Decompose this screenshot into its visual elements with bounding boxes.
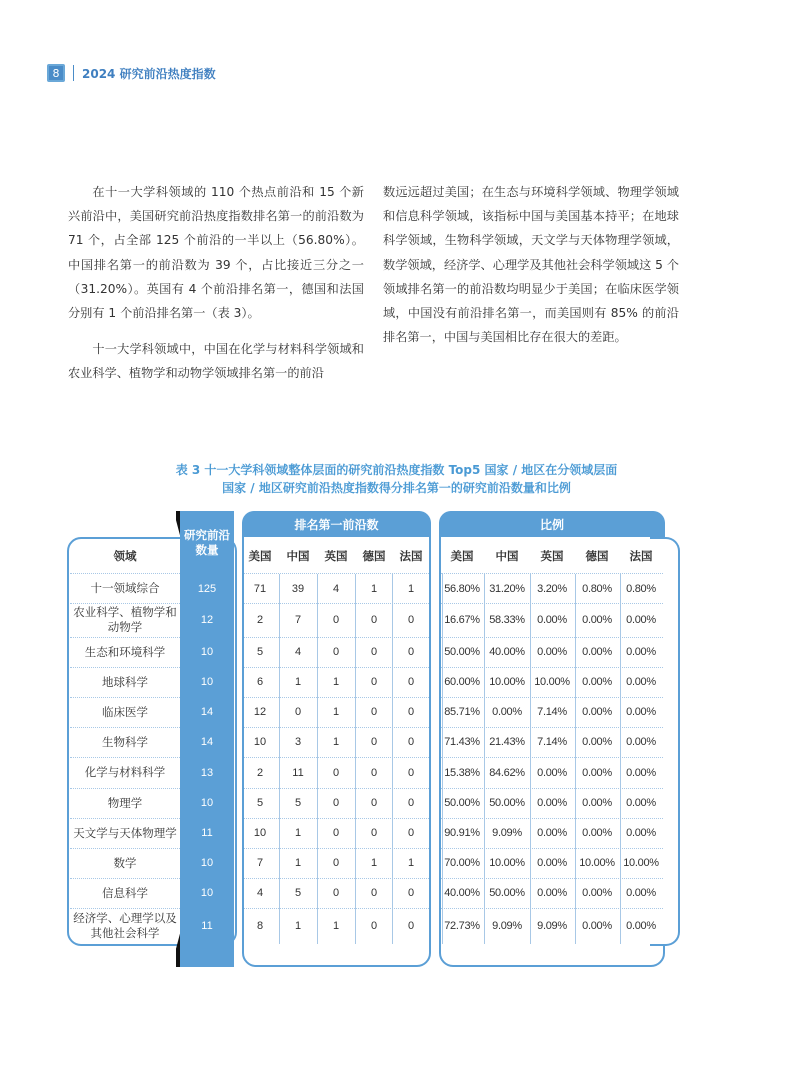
column-divider — [484, 574, 485, 944]
count-cell: 0 — [370, 827, 378, 839]
pct-cell: 10.00% — [489, 676, 525, 688]
column-divider — [355, 574, 356, 944]
pct-cell: 0.00% — [537, 766, 567, 779]
pct-header-band: 比例 — [439, 511, 665, 537]
pct-cell: 56.80% — [444, 582, 480, 595]
column-header-country: 中国 — [286, 549, 310, 563]
column-header-country: 英国 — [324, 549, 348, 563]
pct-cell: 0.00% — [492, 706, 522, 718]
count-cell: 12 — [253, 706, 267, 718]
column-header-country: 英国 — [540, 549, 564, 563]
count-cell: 4 — [256, 887, 264, 899]
pct-cell: 15.38% — [444, 766, 480, 779]
count-cell: 1 — [407, 582, 415, 595]
pct-cell: 50.00% — [489, 797, 525, 809]
column-header-country: 法国 — [629, 549, 653, 563]
column-header-country: 德国 — [585, 549, 609, 563]
pct-cell: 90.91% — [444, 827, 480, 839]
count-cell: 1 — [294, 676, 302, 688]
pct-cell: 31.20% — [489, 582, 525, 595]
row-total-value: 11 — [201, 827, 213, 839]
pct-cell: 0.00% — [626, 706, 656, 718]
running-title: 2024 研究前沿热度指数 — [82, 66, 216, 81]
pct-cell: 9.09% — [492, 827, 522, 839]
count-cell: 0 — [370, 706, 378, 718]
column-header-country: 美国 — [450, 549, 474, 563]
column-divider — [530, 574, 531, 944]
caption-line: 表 3 十一大学科领域整体层面的研究前沿热度指数 Top5 国家 / 地区在分领域层面 — [175, 463, 618, 477]
count-cell: 0 — [370, 920, 378, 932]
count-cell: 0 — [332, 646, 340, 658]
pct-cell: 0.00% — [626, 614, 656, 626]
row-total-value: 14 — [200, 736, 214, 748]
body-column-right — [383, 180, 679, 349]
pct-cell: 0.00% — [626, 887, 656, 899]
pct-cell: 9.09% — [537, 920, 567, 932]
table-caption — [0, 461, 793, 497]
pct-cell: 0.00% — [582, 676, 612, 688]
count-cell: 1 — [294, 920, 302, 932]
pct-cell: 0.00% — [626, 766, 656, 779]
count-cell: 0 — [370, 797, 378, 809]
count-cell: 0 — [370, 766, 378, 779]
count-cell: 2 — [256, 766, 264, 779]
row-total-value: 14 — [200, 706, 214, 718]
pct-cell: 10.00% — [534, 676, 570, 688]
count-cell: 0 — [332, 857, 340, 869]
row-field-label: 经济学、心理学以及其他社会科学 — [73, 911, 177, 940]
count-cell: 0 — [370, 736, 378, 748]
column-divider — [620, 574, 621, 944]
count-cell: 0 — [407, 797, 415, 809]
pct-cell: 58.33% — [489, 614, 525, 626]
count-cell: 1 — [407, 857, 415, 869]
count-cell: 1 — [332, 706, 340, 718]
count-cell: 1 — [370, 857, 378, 869]
count-cell: 0 — [370, 646, 378, 658]
row-field-label: 生态和环境科学 — [84, 644, 166, 659]
count-cell: 0 — [332, 887, 340, 899]
pct-cell: 0.00% — [537, 646, 567, 658]
count-cell: 0 — [407, 766, 415, 779]
pct-cell: 0.00% — [626, 736, 656, 748]
column-divider — [317, 574, 318, 944]
count-cell: 6 — [256, 676, 264, 688]
pct-cell: 50.00% — [489, 887, 525, 899]
column-header-country: 德国 — [362, 549, 386, 563]
column-divider — [392, 574, 393, 944]
pct-cell: 0.80% — [582, 582, 612, 595]
column-header-country: 美国 — [248, 549, 272, 563]
pct-cell: 0.00% — [626, 646, 656, 658]
pct-cell: 0.00% — [582, 706, 612, 718]
row-total-value: 10 — [200, 676, 214, 688]
count-cell: 0 — [407, 736, 415, 748]
row-field-label: 信息科学 — [102, 885, 148, 900]
count-cell: 10 — [253, 827, 267, 839]
count-cell: 71 — [253, 582, 267, 595]
pct-cell: 40.00% — [444, 887, 480, 899]
count-cell: 0 — [332, 827, 340, 839]
row-field-label: 十一领域综合 — [90, 581, 160, 595]
pct-cell: 84.62% — [489, 766, 525, 779]
row-field-label: 农业科学、植物学和动物学 — [73, 605, 177, 634]
row-total-value: 125 — [197, 582, 217, 595]
pct-cell: 7.14% — [537, 736, 567, 748]
pct-cell: 0.00% — [626, 920, 656, 932]
pct-cell: 72.73% — [444, 920, 480, 932]
count-cell: 11 — [292, 766, 304, 779]
count-cell: 7 — [256, 857, 264, 869]
column-divider — [279, 574, 280, 944]
counts-header-band: 排名第一前沿数 — [242, 511, 431, 537]
page-number-badge: 8 — [47, 64, 65, 82]
count-cell: 0 — [332, 766, 340, 779]
row-total-value: 10 — [200, 857, 214, 869]
count-cell: 0 — [370, 887, 378, 899]
row-field-label: 地球科学 — [102, 674, 148, 689]
pct-cell: 0.00% — [626, 797, 656, 809]
pct-cell: 21.43% — [489, 736, 525, 748]
row-field-label: 天文学与天体物理学 — [73, 825, 177, 840]
row-total-value: 10 — [200, 646, 214, 658]
column-header-field: 领域 — [113, 549, 137, 563]
count-cell: 0 — [407, 827, 415, 839]
count-cell: 1 — [370, 582, 378, 595]
caption-line: 国家 / 地区研究前沿热度指数得分排名第一的研究前沿数量和比例 — [222, 481, 571, 495]
pct-cell: 0.00% — [582, 887, 612, 899]
count-cell: 4 — [332, 582, 340, 595]
count-cell: 1 — [332, 920, 340, 932]
column-header-total: 研究前沿数量 — [184, 528, 230, 557]
count-cell: 1 — [294, 857, 302, 869]
row-total-value: 11 — [201, 920, 213, 932]
row-total-value: 13 — [200, 766, 214, 779]
pct-cell: 0.00% — [582, 827, 612, 839]
count-cell: 0 — [294, 706, 302, 718]
count-cell: 0 — [407, 706, 415, 718]
page-header — [47, 62, 216, 84]
pct-cell: 10.00% — [623, 857, 659, 869]
pct-cell: 70.00% — [444, 857, 480, 869]
body-column-left — [68, 180, 364, 386]
count-cell: 5 — [294, 797, 302, 809]
row-field-label: 物理学 — [107, 795, 143, 810]
row-total-value: 10 — [200, 797, 214, 809]
pct-cell: 0.00% — [582, 797, 612, 809]
count-cell: 5 — [256, 797, 264, 809]
count-cell: 4 — [294, 646, 302, 658]
pct-cell: 50.00% — [444, 797, 480, 809]
column-header-country: 法国 — [399, 549, 423, 563]
row-field-label: 数学 — [113, 855, 137, 870]
column-header-country: 中国 — [495, 549, 519, 563]
column-divider — [575, 574, 576, 944]
count-cell: 2 — [256, 614, 264, 626]
row-field-label: 生物科学 — [102, 734, 148, 749]
pct-cell: 0.00% — [537, 614, 567, 626]
row-field-label: 临床医学 — [102, 704, 148, 719]
count-cell: 0 — [332, 797, 340, 809]
row-total-value: 12 — [200, 614, 214, 626]
pct-cell: 60.00% — [444, 676, 480, 688]
pct-cell: 0.00% — [582, 920, 612, 932]
pct-cell: 16.67% — [444, 614, 480, 626]
count-cell: 5 — [256, 646, 264, 658]
count-cell: 7 — [294, 614, 302, 626]
row-field-label: 化学与材料科学 — [84, 765, 166, 779]
pct-cell: 40.00% — [489, 646, 525, 658]
count-cell: 0 — [407, 887, 415, 899]
pct-cell: 0.00% — [582, 736, 612, 748]
pct-cell: 3.20% — [537, 582, 567, 595]
paragraph: 数远远超过美国；在生态与环境科学领域、物理学领域和信息科学领域，该指标中国与美国基本持平；在地球科学领域，生物科学领域，天文学与天体物理学领域，数学领域，经济学、心理学及其他社会科学领域这 5 个领域排名第一的前沿数均明显少于美国；在临床医学领域，中国没有前沿排名第一，而美国则有 85% 的前沿排名第一，中国与美国相比存在很大的差距。 — [383, 185, 679, 345]
pct-cell: 0.00% — [626, 827, 656, 839]
count-cell: 0 — [370, 614, 378, 626]
paragraph: 十一大学科领域中，中国在化学与材料科学领域和农业科学、植物学和动物学领域排名第一的前沿 — [68, 342, 364, 381]
column-divider — [442, 574, 443, 944]
count-cell: 8 — [256, 920, 264, 932]
count-cell: 0 — [407, 920, 415, 932]
pct-cell: 7.14% — [537, 706, 567, 718]
count-cell: 3 — [294, 736, 302, 748]
pct-cell: 10.00% — [489, 857, 525, 869]
paragraph: 在十一大学科领域的 110 个热点前沿和 15 个新兴前沿中，美国研究前沿热度指数排名第一的前沿数为 71 个，占全部 125 个前沿的一半以上（56.80%）。中国排名第一的前沿数为 39 个，占比接近三分之一（31.20%）。英国有 4 个前沿排名第一，德国和法国分别有 1 个前沿排名第一（表 3）。 — [68, 185, 364, 321]
count-cell: 0 — [370, 676, 378, 688]
pct-cell: 0.00% — [626, 676, 656, 688]
pct-cell: 10.00% — [579, 857, 615, 869]
count-cell: 10 — [253, 736, 267, 748]
count-cell: 0 — [407, 676, 415, 688]
count-cell: 1 — [332, 676, 340, 688]
count-cell: 5 — [294, 887, 302, 899]
pct-cell: 71.43% — [444, 736, 480, 748]
pct-cell: 0.00% — [537, 887, 567, 899]
count-cell: 39 — [291, 582, 305, 595]
pct-cell: 9.09% — [492, 920, 522, 932]
count-cell: 1 — [294, 827, 302, 839]
pct-cell: 0.00% — [537, 827, 567, 839]
header-divider — [73, 65, 74, 81]
pct-cell: 50.00% — [444, 646, 480, 658]
pct-cell: 0.80% — [626, 582, 656, 595]
pct-cell: 0.00% — [537, 797, 567, 809]
row-total-value: 10 — [200, 887, 214, 899]
pct-cell: 0.00% — [537, 857, 567, 869]
pct-cell: 0.00% — [582, 646, 612, 658]
count-cell: 0 — [407, 646, 415, 658]
count-cell: 1 — [332, 736, 340, 748]
pct-cell: 0.00% — [582, 614, 612, 626]
pct-cell: 0.00% — [582, 766, 612, 779]
pct-cell: 85.71% — [444, 706, 480, 718]
count-cell: 0 — [332, 614, 340, 626]
count-cell: 0 — [407, 614, 415, 626]
